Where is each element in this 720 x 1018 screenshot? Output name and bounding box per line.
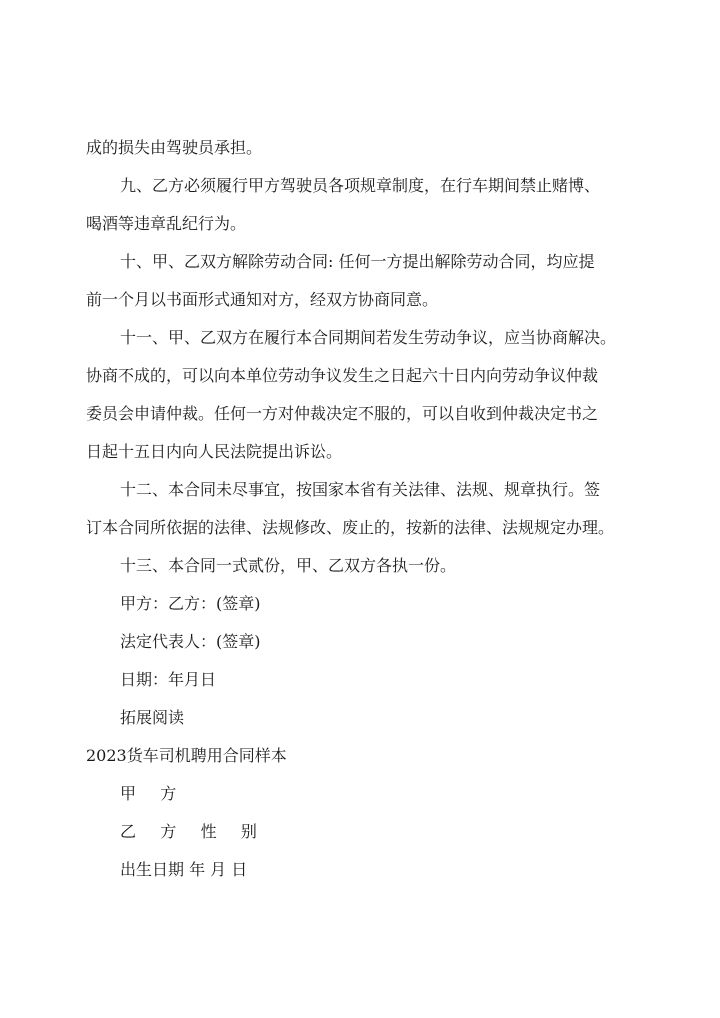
text-line: 订本合同所依据的法律、法规修改、废止的，按新的法律、法规规定办理。 xyxy=(86,518,615,537)
sample-contract-title xyxy=(86,737,634,775)
text-line: 日期：年月日 xyxy=(120,670,217,689)
signature-date xyxy=(86,661,634,699)
text-line: 拓展阅读 xyxy=(120,708,185,727)
text-line: 十二、本合同未尽事宜，按国家本省有关法律、法规、规章执行。签 xyxy=(120,480,601,499)
signature-parties xyxy=(86,585,634,623)
text-line: 前一个月以书面形式通知对方，经双方协商同意。 xyxy=(86,290,439,309)
paragraph-clause-13 xyxy=(86,547,634,585)
paragraph-clause-9 xyxy=(86,167,634,243)
text-line: 九、乙方必须履行甲方驾驶员各项规章制度，在行车期间禁止赌博、 xyxy=(120,176,601,195)
text-line: 甲 方 xyxy=(120,784,186,803)
text-line: 2023货车司机聘用合同样本 xyxy=(86,746,287,765)
extended-reading-heading xyxy=(86,699,634,737)
text-line: 十三、本合同一式贰份，甲、乙双方各执一份。 xyxy=(120,556,457,575)
text-line: 乙 方 性 别 xyxy=(120,822,267,841)
paragraph-loss-liability xyxy=(86,129,634,167)
text-line: 委员会申请仲裁。任何一方对仲裁决定不服的，可以自收到仲裁决定书之 xyxy=(86,404,599,423)
text-line: 十、甲、乙双方解除劳动合同: 任何一方提出解除劳动合同，均应提 xyxy=(120,252,595,271)
text-line: 协商不成的，可以向本单位劳动争议发生之日起六十日内向劳动争议仲裁 xyxy=(86,366,599,385)
text-line: 出生日期 年 月 日 xyxy=(120,860,248,879)
text-line: 成的损失由驾驶员承担。 xyxy=(86,138,263,157)
paragraph-clause-11 xyxy=(86,319,634,471)
text-line: 法定代表人：(签章) xyxy=(120,632,261,651)
text-line: 喝酒等违章乱纪行为。 xyxy=(86,214,247,233)
paragraph-clause-10 xyxy=(86,243,634,319)
field-party-b-gender xyxy=(86,813,634,851)
document-body xyxy=(86,129,634,889)
text-line: 甲方：乙方：(签章) xyxy=(120,594,261,613)
field-party-a xyxy=(86,775,634,813)
text-line: 日起十五日内向人民法院提出诉讼。 xyxy=(86,442,343,461)
signature-legal-representative xyxy=(86,623,634,661)
field-birth-date xyxy=(86,851,634,889)
text-line: 十一、甲、乙双方在履行本合同期间若发生劳动争议，应当协商解决。 xyxy=(120,328,617,347)
paragraph-clause-12 xyxy=(86,471,634,547)
